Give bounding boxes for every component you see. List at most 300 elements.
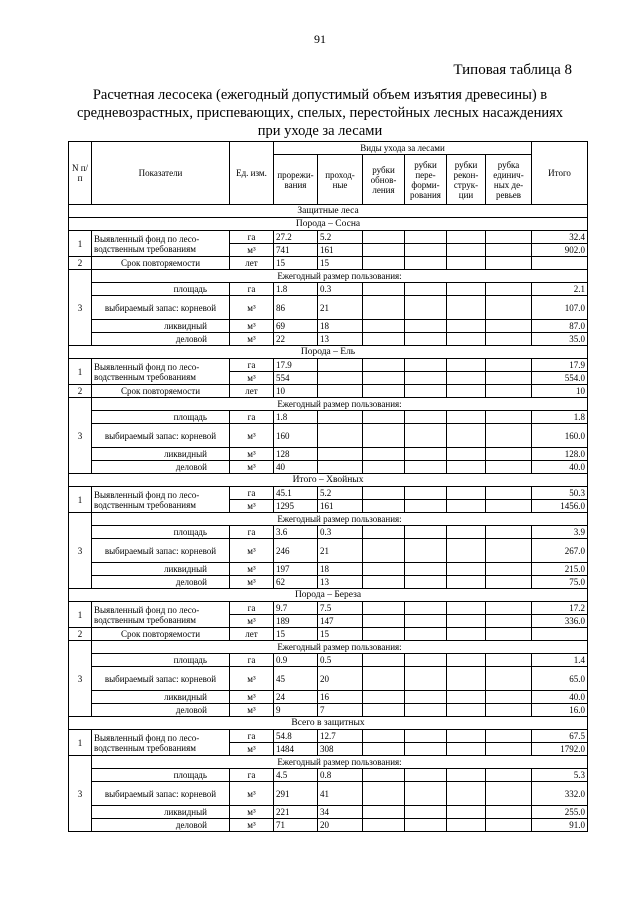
total-cell: 267.0 <box>532 539 588 563</box>
unit-cell: га <box>230 359 274 372</box>
section-heading-row <box>69 346 588 359</box>
empty-cell <box>486 333 532 346</box>
empty-cell <box>363 576 405 589</box>
empty-cell <box>363 704 405 717</box>
row-label: выбираемый запас: корневой <box>92 424 230 448</box>
value-cell: 221 <box>274 806 318 819</box>
value-cell: 45.1 <box>274 487 318 500</box>
table-row <box>69 539 588 563</box>
table-row <box>69 730 588 743</box>
empty-cell <box>486 539 532 563</box>
col-reform-header: рубки пере-форми-рования <box>405 155 447 205</box>
row-label: выбираемый запас: корневой <box>92 667 230 691</box>
empty-cell <box>486 231 532 244</box>
empty-cell <box>486 704 532 717</box>
empty-cell <box>447 500 486 513</box>
unit-cell: га <box>230 602 274 615</box>
empty-cell <box>405 487 447 500</box>
empty-cell <box>447 730 486 743</box>
empty-cell <box>405 730 447 743</box>
value-cell: 13 <box>318 333 363 346</box>
annual-use-heading: Ежегодный размер пользования: <box>92 398 588 411</box>
empty-cell <box>447 806 486 819</box>
empty-cell <box>447 769 486 782</box>
total-cell: 10 <box>532 385 588 398</box>
care-types-header: Виды ухода за лесами <box>274 142 532 155</box>
unit-cell: м³ <box>230 704 274 717</box>
row-number: 3 <box>69 513 92 589</box>
row-label: площадь <box>92 526 230 539</box>
table-row <box>69 602 588 615</box>
empty-cell <box>486 782 532 806</box>
row-label: площадь <box>92 411 230 424</box>
empty-cell <box>447 628 486 641</box>
empty-cell <box>447 487 486 500</box>
total-cell: 65.0 <box>532 667 588 691</box>
empty-cell <box>363 500 405 513</box>
empty-cell <box>486 654 532 667</box>
unit-cell: га <box>230 526 274 539</box>
empty-cell <box>447 359 486 372</box>
total-cell: 40.0 <box>532 691 588 704</box>
empty-cell <box>447 461 486 474</box>
row-number: 2 <box>69 628 92 641</box>
empty-cell <box>405 283 447 296</box>
empty-cell <box>405 654 447 667</box>
empty-cell <box>405 769 447 782</box>
table-row <box>69 424 588 448</box>
unit-cell: м³ <box>230 743 274 756</box>
empty-cell <box>447 320 486 333</box>
row-label: деловой <box>92 704 230 717</box>
table-row <box>69 487 588 500</box>
row-label: деловой <box>92 461 230 474</box>
empty-cell <box>363 257 405 270</box>
unit-cell: га <box>230 231 274 244</box>
value-cell: 5.2 <box>318 231 363 244</box>
table-row <box>69 513 588 526</box>
table-row <box>69 576 588 589</box>
empty-cell <box>405 461 447 474</box>
empty-cell <box>405 819 447 832</box>
empty-cell <box>405 411 447 424</box>
empty-cell <box>363 244 405 257</box>
empty-cell <box>486 385 532 398</box>
row-label: Срок повторяемости <box>92 628 230 641</box>
empty-cell <box>363 667 405 691</box>
row-number: 3 <box>69 641 92 717</box>
empty-cell <box>363 806 405 819</box>
table-row <box>69 411 588 424</box>
total-cell: 75.0 <box>532 576 588 589</box>
table-row <box>69 654 588 667</box>
table-row <box>69 461 588 474</box>
empty-cell <box>447 615 486 628</box>
section-heading: Порода – Ель <box>69 346 588 359</box>
empty-cell <box>486 257 532 270</box>
empty-cell <box>405 539 447 563</box>
value-cell: 69 <box>274 320 318 333</box>
row-label: ликвидный <box>92 448 230 461</box>
empty-cell <box>405 806 447 819</box>
value-cell: 15 <box>274 628 318 641</box>
table-row <box>69 628 588 641</box>
row-label: Выявленный фонд по лесо-водственным требованиям <box>92 359 230 385</box>
empty-cell <box>447 563 486 576</box>
value-cell: 27.2 <box>274 231 318 244</box>
table-row <box>69 296 588 320</box>
total-cell: 87.0 <box>532 320 588 333</box>
value-cell: 1295 <box>274 500 318 513</box>
value-cell: 128 <box>274 448 318 461</box>
table-row <box>69 448 588 461</box>
total-cell: 160.0 <box>532 424 588 448</box>
unit-cell: м³ <box>230 333 274 346</box>
row-number: 1 <box>69 231 92 257</box>
value-cell: 62 <box>274 576 318 589</box>
unit-cell: лет <box>230 385 274 398</box>
row-label: площадь <box>92 769 230 782</box>
section-heading: Итого – Хвойных <box>69 474 588 487</box>
unit-cell: га <box>230 487 274 500</box>
empty-cell <box>486 372 532 385</box>
empty-cell <box>405 372 447 385</box>
empty-cell <box>405 526 447 539</box>
value-cell: 21 <box>318 296 363 320</box>
total-cell: 5.3 <box>532 769 588 782</box>
empty-cell <box>405 667 447 691</box>
value-cell: 189 <box>274 615 318 628</box>
empty-cell <box>363 819 405 832</box>
unit-cell: га <box>230 283 274 296</box>
unit-cell: га <box>230 654 274 667</box>
table-row <box>69 257 588 270</box>
row-label: ликвидный <box>92 320 230 333</box>
section-heading-row <box>69 474 588 487</box>
value-cell <box>318 359 363 372</box>
allowable-cut-table <box>68 141 588 832</box>
value-cell: 41 <box>318 782 363 806</box>
empty-cell <box>405 257 447 270</box>
empty-cell <box>363 333 405 346</box>
empty-cell <box>486 730 532 743</box>
value-cell: 291 <box>274 782 318 806</box>
value-cell: 3.6 <box>274 526 318 539</box>
row-label: ликвидный <box>92 563 230 576</box>
empty-cell <box>363 615 405 628</box>
unit-cell: га <box>230 730 274 743</box>
empty-cell <box>486 296 532 320</box>
row-number: 2 <box>69 385 92 398</box>
total-cell: 255.0 <box>532 806 588 819</box>
empty-cell <box>486 424 532 448</box>
col-total-header: Итого <box>532 142 588 205</box>
empty-cell <box>363 411 405 424</box>
row-label: площадь <box>92 654 230 667</box>
document-title: Расчетная лесосека (ежегодный допустимый объем изъятия древесины) в средневозрастных, приспевающих, спелых, перестойных лесных насаждениях при уходе за лесами <box>76 87 564 139</box>
empty-cell <box>405 782 447 806</box>
section-heading-row <box>69 589 588 602</box>
row-label: Выявленный фонд по лесо-водственным требованиям <box>92 602 230 628</box>
row-number: 1 <box>69 359 92 385</box>
value-cell: 9.7 <box>274 602 318 615</box>
page-number: 91 <box>314 32 326 46</box>
table-row <box>69 756 588 769</box>
value-cell: 0.3 <box>318 526 363 539</box>
empty-cell <box>486 487 532 500</box>
total-cell: 215.0 <box>532 563 588 576</box>
empty-cell <box>405 385 447 398</box>
total-cell: 17.9 <box>532 359 588 372</box>
empty-cell <box>363 461 405 474</box>
col-num-header: N п/п <box>69 142 92 205</box>
value-cell: 15 <box>318 628 363 641</box>
annual-use-heading: Ежегодный размер пользования: <box>92 641 588 654</box>
empty-cell <box>447 424 486 448</box>
value-cell: 0.3 <box>318 283 363 296</box>
row-label: Выявленный фонд по лесо-водственным требованиям <box>92 487 230 513</box>
unit-cell: м³ <box>230 296 274 320</box>
value-cell: 7.5 <box>318 602 363 615</box>
section-heading: Всего в защитных <box>69 717 588 730</box>
unit-cell: м³ <box>230 539 274 563</box>
unit-cell: м³ <box>230 576 274 589</box>
empty-cell <box>405 359 447 372</box>
empty-cell <box>486 320 532 333</box>
empty-cell <box>363 526 405 539</box>
annual-use-heading: Ежегодный размер пользования: <box>92 513 588 526</box>
empty-cell <box>405 500 447 513</box>
empty-cell <box>363 563 405 576</box>
total-cell: 107.0 <box>532 296 588 320</box>
col-unit-header: Ед. изм. <box>230 142 274 205</box>
value-cell: 308 <box>318 743 363 756</box>
row-label: ликвидный <box>92 806 230 819</box>
total-cell: 3.9 <box>532 526 588 539</box>
total-cell: 40.0 <box>532 461 588 474</box>
table-row <box>69 667 588 691</box>
value-cell <box>318 372 363 385</box>
empty-cell <box>447 691 486 704</box>
value-cell: 12.7 <box>318 730 363 743</box>
section-heading: Порода – Береза <box>69 589 588 602</box>
total-cell: 50.3 <box>532 487 588 500</box>
section-heading-row <box>69 717 588 730</box>
unit-cell: лет <box>230 628 274 641</box>
total-cell: 1.8 <box>532 411 588 424</box>
value-cell: 10 <box>274 385 318 398</box>
unit-cell: м³ <box>230 819 274 832</box>
row-number: 3 <box>69 398 92 474</box>
unit-cell: м³ <box>230 320 274 333</box>
section-heading: Защитные леса <box>69 205 588 218</box>
total-cell: 1792.0 <box>532 743 588 756</box>
unit-cell: м³ <box>230 806 274 819</box>
value-cell: 18 <box>318 320 363 333</box>
row-label: выбираемый запас: корневой <box>92 539 230 563</box>
value-cell: 741 <box>274 244 318 257</box>
empty-cell <box>486 461 532 474</box>
empty-cell <box>486 500 532 513</box>
empty-cell <box>405 704 447 717</box>
value-cell: 34 <box>318 806 363 819</box>
value-cell: 147 <box>318 615 363 628</box>
value-cell <box>318 448 363 461</box>
total-cell: 1456.0 <box>532 500 588 513</box>
table-row <box>69 819 588 832</box>
empty-cell <box>363 385 405 398</box>
row-number: 1 <box>69 602 92 628</box>
value-cell <box>318 424 363 448</box>
unit-cell: м³ <box>230 372 274 385</box>
empty-cell <box>405 424 447 448</box>
section-heading-row <box>69 218 588 231</box>
table-body <box>69 205 588 832</box>
empty-cell <box>486 819 532 832</box>
table-row <box>69 320 588 333</box>
empty-cell <box>447 704 486 717</box>
empty-cell <box>447 743 486 756</box>
total-cell <box>532 628 588 641</box>
empty-cell <box>405 743 447 756</box>
empty-cell <box>447 654 486 667</box>
table-row <box>69 563 588 576</box>
empty-cell <box>486 628 532 641</box>
empty-cell <box>363 231 405 244</box>
row-label: Срок повторяемости <box>92 257 230 270</box>
empty-cell <box>405 231 447 244</box>
value-cell: 7 <box>318 704 363 717</box>
empty-cell <box>447 539 486 563</box>
table-label: Типовая таблица 8 <box>453 62 572 78</box>
value-cell <box>318 461 363 474</box>
total-cell: 2.1 <box>532 283 588 296</box>
value-cell: 1.8 <box>274 411 318 424</box>
empty-cell <box>447 333 486 346</box>
table-row <box>69 641 588 654</box>
empty-cell <box>447 576 486 589</box>
empty-cell <box>486 244 532 257</box>
empty-cell <box>447 782 486 806</box>
empty-cell <box>486 806 532 819</box>
empty-cell <box>486 526 532 539</box>
empty-cell <box>447 372 486 385</box>
empty-cell <box>486 576 532 589</box>
total-cell: 336.0 <box>532 615 588 628</box>
total-cell: 32.4 <box>532 231 588 244</box>
row-label: деловой <box>92 576 230 589</box>
empty-cell <box>486 602 532 615</box>
table-row <box>69 270 588 283</box>
total-cell: 332.0 <box>532 782 588 806</box>
total-cell: 1.4 <box>532 654 588 667</box>
section-heading: Порода – Сосна <box>69 218 588 231</box>
total-cell: 67.5 <box>532 730 588 743</box>
total-cell: 16.0 <box>532 704 588 717</box>
empty-cell <box>447 667 486 691</box>
row-label: выбираемый запас: корневой <box>92 296 230 320</box>
total-cell: 902.0 <box>532 244 588 257</box>
empty-cell <box>363 602 405 615</box>
row-label: Выявленный фонд по лесо-водственным требованиям <box>92 730 230 756</box>
row-number: 2 <box>69 257 92 270</box>
value-cell: 71 <box>274 819 318 832</box>
value-cell: 9 <box>274 704 318 717</box>
value-cell: 21 <box>318 539 363 563</box>
value-cell: 22 <box>274 333 318 346</box>
unit-cell: га <box>230 769 274 782</box>
empty-cell <box>447 257 486 270</box>
value-cell: 40 <box>274 461 318 474</box>
value-cell: 4.5 <box>274 769 318 782</box>
empty-cell <box>447 602 486 615</box>
empty-cell <box>405 244 447 257</box>
empty-cell <box>363 359 405 372</box>
empty-cell <box>486 563 532 576</box>
empty-cell <box>405 615 447 628</box>
table-row <box>69 333 588 346</box>
empty-cell <box>486 743 532 756</box>
row-label: деловой <box>92 819 230 832</box>
empty-cell <box>447 283 486 296</box>
unit-cell: га <box>230 411 274 424</box>
value-cell: 15 <box>274 257 318 270</box>
value-cell: 161 <box>318 244 363 257</box>
total-cell <box>532 257 588 270</box>
total-cell: 35.0 <box>532 333 588 346</box>
total-cell: 128.0 <box>532 448 588 461</box>
col-renewal-header: рубки обнов-ления <box>363 155 405 205</box>
empty-cell <box>363 730 405 743</box>
value-cell: 0.5 <box>318 654 363 667</box>
empty-cell <box>447 526 486 539</box>
value-cell: 197 <box>274 563 318 576</box>
table-row <box>69 806 588 819</box>
empty-cell <box>363 782 405 806</box>
empty-cell <box>447 244 486 257</box>
value-cell: 0.9 <box>274 654 318 667</box>
empty-cell <box>405 691 447 704</box>
empty-cell <box>405 333 447 346</box>
value-cell: 20 <box>318 819 363 832</box>
empty-cell <box>447 819 486 832</box>
value-cell: 17.9 <box>274 359 318 372</box>
table-row <box>69 283 588 296</box>
table-row <box>69 398 588 411</box>
table-row <box>69 704 588 717</box>
empty-cell <box>447 296 486 320</box>
value-cell: 554 <box>274 372 318 385</box>
col-single-header: рубка единич-ных де-ревьев <box>486 155 532 205</box>
value-cell: 20 <box>318 667 363 691</box>
empty-cell <box>447 231 486 244</box>
value-cell: 0.8 <box>318 769 363 782</box>
empty-cell <box>405 602 447 615</box>
unit-cell: м³ <box>230 563 274 576</box>
row-number: 1 <box>69 730 92 756</box>
empty-cell <box>363 320 405 333</box>
value-cell: 45 <box>274 667 318 691</box>
empty-cell <box>363 539 405 563</box>
empty-cell <box>486 691 532 704</box>
empty-cell <box>486 769 532 782</box>
table-row <box>69 691 588 704</box>
empty-cell <box>363 691 405 704</box>
value-cell: 246 <box>274 539 318 563</box>
empty-cell <box>486 667 532 691</box>
col-reconstr-header: рубки рекон-струк-ции <box>447 155 486 205</box>
unit-cell: м³ <box>230 691 274 704</box>
